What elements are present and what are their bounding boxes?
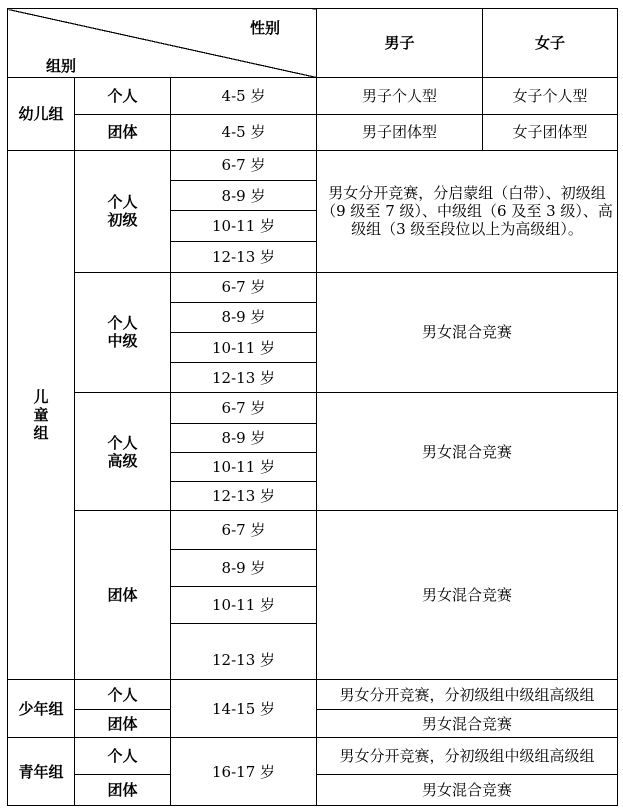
age-cell: 6-7 岁 (171, 272, 317, 302)
junior-group-label: 少年组 (8, 680, 75, 738)
beginner-note: 男女分开竞赛，分启蒙组（白带）、初级组（9 级至 7 级）、中级组（6 及至 3 级）、高级组（3 级至段位以上为高级组）。 (317, 150, 618, 272)
junior-team-note: 男女混合竞赛 (317, 710, 618, 738)
youth-individual-note: 男女分开竞赛，分初级组中级组高级组 (317, 738, 618, 774)
team-label: 团体 (75, 511, 171, 680)
table-row (8, 272, 618, 302)
advanced-label: 个人 高级 (75, 393, 171, 511)
age-cell: 8-9 岁 (171, 302, 317, 332)
beginner-label: 个人 初级 (75, 150, 171, 272)
age-cell: 8-9 岁 (171, 423, 317, 452)
age-cell: 4-5 岁 (171, 78, 317, 114)
age-cell: 6-7 岁 (171, 150, 317, 180)
table-row (8, 738, 618, 774)
team-note: 男女混合竞赛 (317, 511, 618, 680)
table-row (8, 78, 618, 114)
age-cell: 12-13 岁 (171, 242, 317, 272)
children-group-label: 儿 童 组 (8, 150, 75, 679)
age-cell: 10-11 岁 (171, 452, 317, 481)
type-cell: 个人 (75, 680, 171, 710)
age-cell: 12-13 岁 (171, 363, 317, 393)
type-cell: 团体 (75, 774, 171, 805)
type-cell: 团体 (75, 710, 171, 738)
competition-group-table (7, 8, 618, 806)
header-row (8, 9, 618, 78)
table-row (8, 393, 618, 423)
table-row (8, 680, 618, 710)
female-cell: 女子个人型 (483, 78, 618, 114)
male-header: 男子 (317, 9, 483, 78)
age-cell: 12-13 岁 (171, 481, 317, 510)
table-row (8, 150, 618, 180)
group-header: 组别 (46, 57, 77, 76)
age-cell: 10-11 岁 (171, 332, 317, 362)
age-cell: 10-11 岁 (171, 586, 317, 623)
age-cell: 8-9 岁 (171, 181, 317, 211)
female-header: 女子 (483, 9, 618, 78)
junior-individual-note: 男女分开竞赛，分初级组中级组高级组 (317, 680, 618, 710)
age-cell: 14-15 岁 (171, 680, 317, 738)
age-cell: 6-7 岁 (171, 511, 317, 550)
header-corner-cell (8, 9, 317, 78)
age-cell: 6-7 岁 (171, 393, 317, 423)
age-cell: 4-5 岁 (171, 114, 317, 150)
female-cell: 女子团体型 (483, 114, 618, 150)
type-cell: 团体 (75, 114, 171, 150)
age-cell: 10-11 岁 (171, 211, 317, 242)
gender-header: 性别 (250, 19, 281, 37)
table-row (8, 114, 618, 150)
male-cell: 男子个人型 (317, 78, 483, 114)
advanced-note: 男女混合竞赛 (317, 393, 618, 511)
age-cell: 8-9 岁 (171, 550, 317, 586)
male-cell: 男子团体型 (317, 114, 483, 150)
age-cell: 16-17 岁 (171, 738, 317, 806)
age-cell: 12-13 岁 (171, 623, 317, 679)
table-row (8, 511, 618, 550)
youth-group-label: 青年组 (8, 738, 75, 806)
youth-team-note: 男女混合竞赛 (317, 774, 618, 805)
type-cell: 个人 (75, 738, 171, 774)
intermediate-label: 个人 中级 (75, 272, 171, 393)
kindergarten-group-label: 幼儿组 (8, 78, 75, 150)
intermediate-note: 男女混合竞赛 (317, 272, 618, 393)
type-cell: 个人 (75, 78, 171, 114)
